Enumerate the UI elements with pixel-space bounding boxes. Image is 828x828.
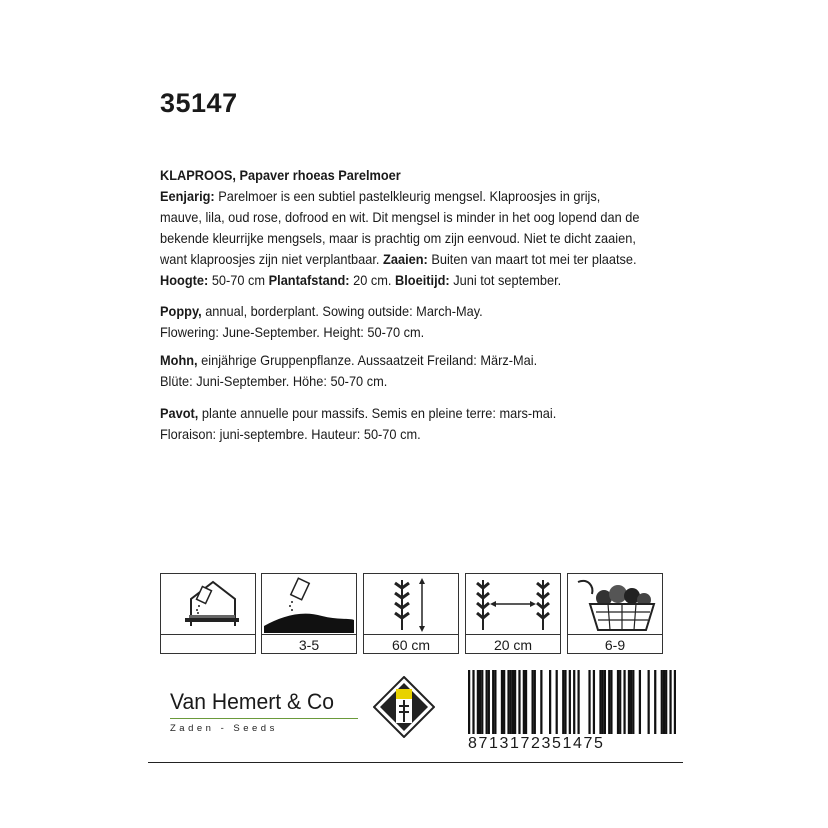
barcode-bar (481, 670, 483, 734)
barcode-bar (468, 670, 470, 734)
barcode-bar (623, 670, 625, 734)
barcode-bar (593, 670, 595, 734)
brand-name: Van Hemert & Co (170, 689, 334, 714)
barcode-bar (599, 670, 601, 734)
english-description: Poppy, annual, borderplant. Sowing outside: March-May. Flowering: June-September. Height: 50-70 cm. (160, 304, 483, 340)
icon-label: 6-9 (568, 634, 662, 655)
barcode-bar (534, 670, 536, 734)
barcode-number: 8713172351475 (468, 735, 605, 752)
barcode-bar (628, 670, 630, 734)
barcode-bar (610, 670, 612, 734)
barcode-bar (556, 670, 558, 734)
barcode-bar (525, 670, 527, 734)
barcode-bar (479, 670, 481, 734)
barcode-bar (549, 670, 551, 734)
icon-cell-spacing (465, 573, 561, 654)
barcode-bar (486, 670, 488, 734)
outdoor-sowing-icon (262, 574, 356, 633)
company-logo (373, 676, 435, 738)
barcode-bar (514, 670, 516, 734)
barcode-bar (523, 670, 525, 734)
barcode-bar (573, 670, 575, 734)
icon-label: 3-5 (262, 634, 356, 655)
barcode-bar (503, 670, 505, 734)
barcode-bar (661, 670, 663, 734)
icon-label (161, 634, 255, 655)
brand-block (170, 688, 370, 734)
barcode-bar (632, 670, 634, 734)
barcode-bar (630, 670, 632, 734)
barcode-bar (540, 670, 542, 734)
barcode-bar (492, 670, 494, 734)
icon-label: 60 cm (364, 634, 458, 655)
barcode-bar (562, 670, 564, 734)
barcode-bar (608, 670, 610, 734)
barcode-bar (510, 670, 512, 734)
barcode-bar (577, 670, 579, 734)
barcode-bar (488, 670, 490, 734)
harvest-basket-icon (568, 574, 662, 633)
barcode-bar (639, 670, 641, 734)
barcode-bar (494, 670, 496, 734)
barcode-bar (674, 670, 676, 734)
barcode-bar (507, 670, 509, 734)
barcode-bar (669, 670, 671, 734)
barcode-bar (588, 670, 590, 734)
barcode-bar (617, 670, 619, 734)
barcode-bar (619, 670, 621, 734)
barcode-bar (531, 670, 533, 734)
barcode-bar (648, 670, 650, 734)
brand-tagline: Zaden - Seeds (170, 723, 278, 734)
product-code: 35147 (160, 88, 238, 118)
dutch-description: KLAPROOS, Papaver rhoeas Parelmoer Eenjarig: Parelmoer is een subtiel pastelkleurig mengsel. Klaproosjes in grijs, mauve, lila, oud rose, dofrood en wit. Dit mengsel is minder in het oog lopend dan de bekende kleurrijke mengsels, maar is prachtig om zijn eenvoud. Niet te dicht zaaien, want klaproosjes zijn niet verplantbaar. Zaaien: Buiten van maart tot mei ter plaatse. Hoogte: 50-70 cm Plantafstand: 20 cm. Bloeitijd: Juni tot september. (160, 168, 640, 288)
barcode-bar (604, 670, 606, 734)
icon-cell-greenhouse (160, 573, 256, 654)
barcode-bar (665, 670, 667, 734)
barcode-bar (512, 670, 514, 734)
barcode-bar (501, 670, 503, 734)
plant-spacing-icon (466, 574, 560, 633)
barcode-bar (477, 670, 479, 734)
brand-underline (170, 718, 358, 719)
dutch-title: KLAPROOS, Papaver rhoeas Parelmoer (160, 168, 401, 183)
barcode-bar (569, 670, 571, 734)
barcode-bar (654, 670, 656, 734)
icon-label: 20 cm (466, 634, 560, 655)
icon-cell-height (363, 573, 459, 654)
bottom-rule (148, 762, 683, 763)
barcode (468, 670, 676, 734)
cultivation-icons (160, 573, 663, 656)
barcode-bar (472, 670, 474, 734)
plant-height-icon (364, 574, 458, 633)
french-description: Pavot, plante annuelle pour massifs. Semis en pleine terre: mars-mai. Floraison: juni-septembre. Hauteur: 50-70 cm. (160, 406, 557, 442)
barcode-bar (564, 670, 566, 734)
barcode-bar (518, 670, 520, 734)
german-description: Mohn, einjährige Gruppenpflanze. Aussaatzeit Freiland: März-Mai. Blüte: Juni-September. Höhe: 50-70 cm. (160, 353, 538, 389)
greenhouse-sowing-icon (161, 574, 255, 633)
icon-cell-outdoor-sowing (261, 573, 357, 654)
barcode-bar (663, 670, 665, 734)
barcode-bar (602, 670, 604, 734)
icon-cell-harvest (567, 573, 663, 654)
